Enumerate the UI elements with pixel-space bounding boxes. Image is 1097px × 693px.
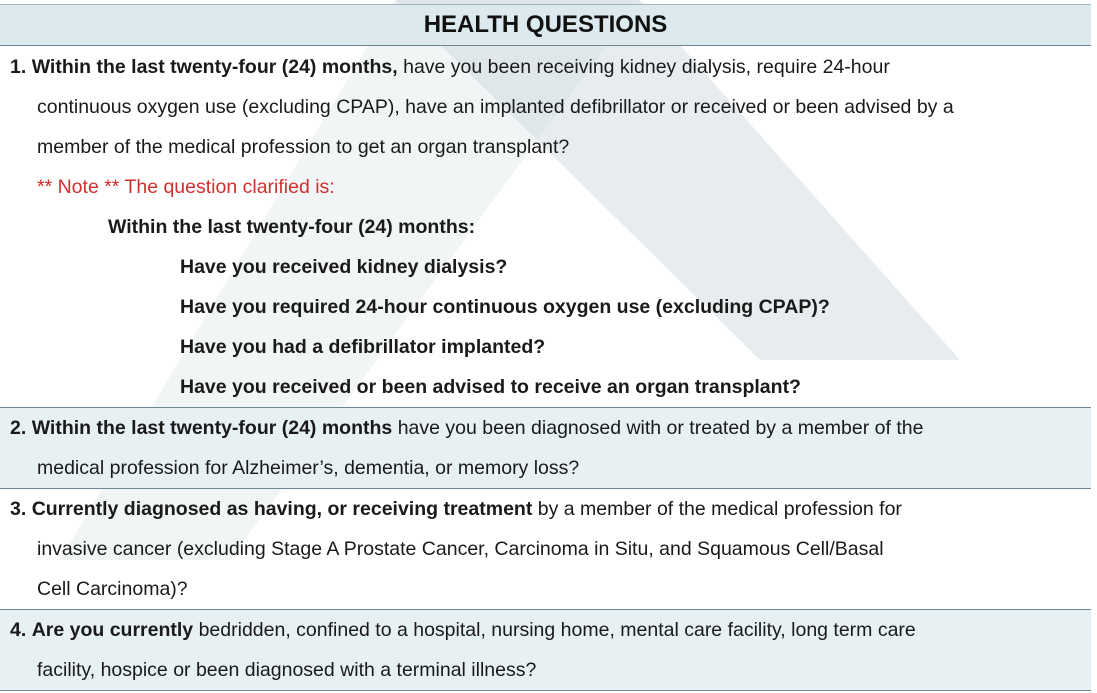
question-text: Cell Carcinoma)? [37,578,188,600]
clarified-item: Have you required 24-hour continuous oxygen use (excluding CPAP)? [180,296,830,318]
clarified-item: Have you had a defibrillator implanted? [180,336,546,358]
question-lead: Within the last twenty-four (24) months [31,417,393,439]
question-text: have you been diagnosed with or treated by a member of the [397,417,924,439]
question-number: 1. [10,56,27,78]
clarified-item: Have you received kidney dialysis? [180,256,508,278]
clarified-item: Have you received or been advised to receive an organ transplant? [180,376,801,398]
question-text: facility, hospice or been diagnosed with a terminal illness? [37,659,537,681]
question-lead: Within the last twenty-four (24) months, [31,56,398,78]
question-4 [0,609,1091,691]
question-lead: Currently diagnosed as having, or receiving treatment [31,498,533,520]
clarified-intro: Within the last twenty-four (24) months: [108,216,476,238]
question-3 [0,488,1091,609]
section-title: HEALTH QUESTIONS [423,11,668,38]
question-text: invasive cancer (excluding Stage A Prostate Cancer, Carcinoma in Situ, and Squamous Cell/Basal [37,538,884,560]
question-number: 3. [10,498,27,520]
question-text: member of the medical profession to get an organ transplant? [37,136,570,158]
question-text: continuous oxygen use (excluding CPAP), have an implanted defibrillator or received or been advised by a [37,96,954,118]
question-text: have you been receiving kidney dialysis, require 24-hour [403,56,890,78]
question-number: 4. [10,619,27,641]
clarification-note: ** Note ** The question clarified is: [37,176,335,198]
question-2 [0,407,1091,488]
question-lead: Are you currently [31,619,194,641]
section-header [0,4,1091,46]
question-number: 2. [10,417,27,439]
question-1 [0,45,1091,407]
question-text: bedridden, confined to a hospital, nursing home, mental care facility, long term care [198,619,916,641]
question-text: medical profession for Alzheimer’s, dementia, or memory loss? [37,457,580,479]
question-text: by a member of the medical profession for [537,498,902,520]
